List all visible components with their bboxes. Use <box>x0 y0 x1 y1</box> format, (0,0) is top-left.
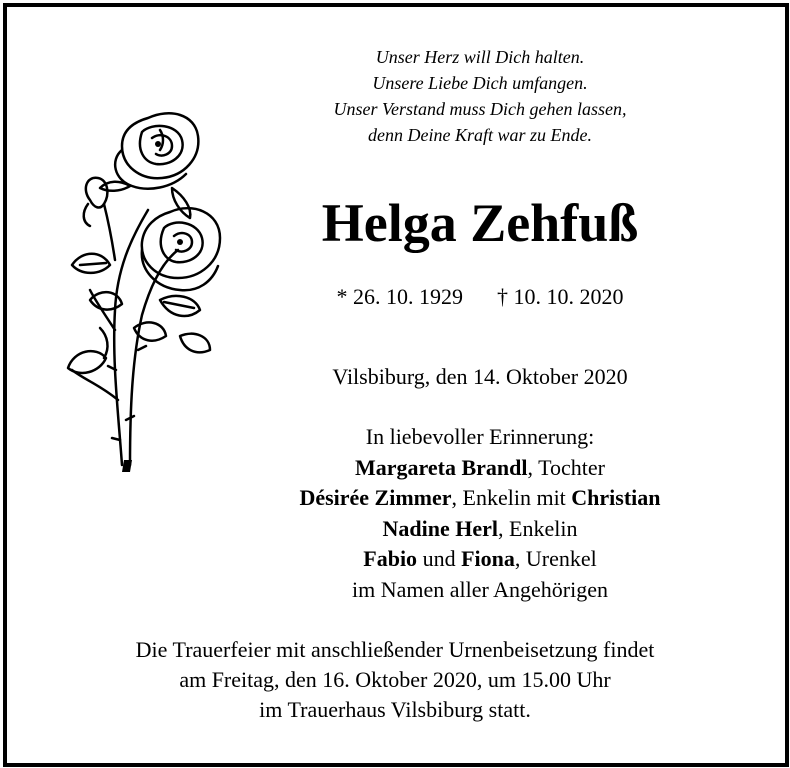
mourner-name: Margareta Brandl <box>355 454 528 480</box>
death-date: † 10. 10. 2020 <box>497 284 624 309</box>
mourner-name: Désirée Zimmer <box>299 485 452 510</box>
place-date: Vilsbiburg, den 14. Oktober 2020 <box>332 364 628 389</box>
mourner-relation: , Enkelin mit <box>451 485 572 510</box>
life-dates <box>230 282 730 312</box>
birth-date: * 26. 10. 1929 <box>336 284 463 309</box>
mourner-name: Nadine Herl <box>382 515 499 541</box>
mourner-line <box>200 544 760 575</box>
mourner-conjunction: und <box>417 546 462 571</box>
funeral-line: am Freitag, den 16. Oktober 2020, um 15.00 Uhr <box>179 667 611 692</box>
mourners-closing: im Namen aller Angehörigen <box>352 576 608 602</box>
poem-line: denn Deine Kraft war zu Ende. <box>368 125 592 145</box>
mourner-line <box>200 514 760 545</box>
poem-line: Unser Verstand muss Dich gehen lassen, <box>333 99 627 119</box>
funeral-line: Die Trauerfeier mit anschließender Urnenbeisetzung findet <box>135 637 655 662</box>
funeral-info <box>20 635 770 725</box>
mourner-name: Fabio <box>363 546 418 571</box>
mourners-intro: In liebevoller Erinnerung: <box>365 424 595 449</box>
mourner-relation: , Tochter <box>527 454 605 480</box>
mourner-name: Fiona <box>461 546 515 571</box>
mourner-relation: , Enkelin <box>498 515 578 541</box>
deceased-name: Helga Zehfuß <box>321 193 639 253</box>
mourners-list <box>200 422 760 605</box>
mourner-name: Christian <box>571 485 661 510</box>
poem-line: Unser Herz will Dich halten. <box>375 47 585 67</box>
funeral-line: im Trauerhaus Vilsbiburg statt. <box>259 697 531 722</box>
poem-line: Unsere Liebe Dich umfangen. <box>372 73 588 93</box>
mourner-line <box>200 483 760 514</box>
poem <box>230 44 730 148</box>
mourner-line <box>200 453 760 484</box>
mourner-relation: , Urenkel <box>514 546 597 571</box>
